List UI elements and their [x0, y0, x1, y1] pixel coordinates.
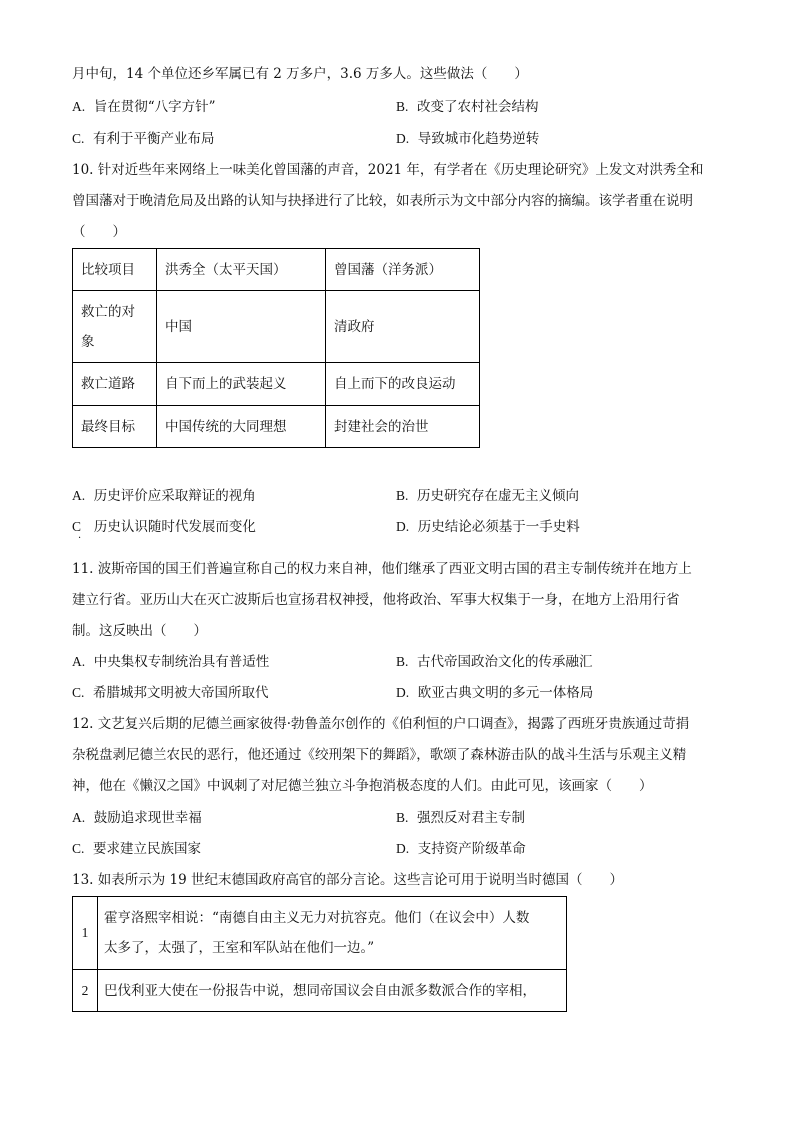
option-text: 鼓励追求现世幸福: [93, 810, 202, 826]
cell-line: 救亡的对: [81, 303, 135, 320]
quote-line: 太多了，太强了，王室和军队站在他们一边。”: [104, 940, 375, 956]
q10-stem-line-3: （ ）: [72, 224, 126, 240]
option-letter: C.: [72, 841, 85, 856]
q9-option-d[interactable]: [396, 129, 539, 149]
option-letter: C.: [72, 131, 85, 146]
option-letter: A.: [72, 810, 86, 825]
option-letter: B.: [396, 488, 409, 503]
table-cell: 中国传统的大同理想: [157, 406, 326, 448]
option-letter: D.: [396, 841, 410, 856]
q9-stem-end: 月中旬，14 个单位还乡军属已有 2 万多户，3.6 万多人。这些做法（ ）: [72, 66, 528, 82]
q11-option-c[interactable]: [72, 683, 268, 703]
q9-option-b[interactable]: [396, 97, 538, 117]
table-row: [73, 406, 480, 448]
q12-stem-line-3: 神，他在《懒汉之国》中讽刺了对尼德兰独立斗争抱消极态度的人们。由此可见，该画家（ ）: [72, 778, 653, 794]
option-letter: B.: [396, 654, 409, 669]
table-cell: 最终目标: [73, 406, 157, 448]
option-text: 中央集权专制统治具有普适性: [93, 654, 270, 670]
option-text: 历史结论必须基于一手史料: [417, 519, 580, 535]
option-text: 欧亚古典文明的多元一体格局: [417, 685, 594, 701]
table-row: [73, 363, 480, 406]
row-number: 1: [73, 897, 98, 970]
cell-line: 象: [81, 333, 95, 350]
q12-stem-line-1: 12. 文艺复兴后期的尼德兰画家彼得·勃鲁盖尔创作的《伯利恒的户口调查》，揭露了西班牙贵族通过苛捐: [72, 716, 690, 732]
quote-line: 巴伐利亚大使在一份报告中说，想同帝国议会自由派多数派合作的宰相，: [104, 982, 536, 999]
q12-option-c[interactable]: [72, 839, 201, 859]
option-text: 有利于平衡产业布局: [92, 131, 215, 147]
table-cell: 曾国藩（洋务派）: [326, 249, 480, 291]
table-row: [73, 897, 567, 970]
q11-option-b[interactable]: [396, 652, 592, 672]
table-row: [73, 970, 567, 1012]
row-number: 2: [73, 970, 98, 1012]
comparison-table: [72, 248, 480, 448]
option-text: 要求建立民族国家: [92, 841, 201, 857]
quote-line: 霍亨洛熙宰相说：“南德自由主义无力对抗容克。他们（在议会中）人数: [104, 910, 530, 926]
q10-option-c[interactable]: [72, 517, 256, 537]
q12-stem-line-2: 杂税盘剥尼德兰农民的恶行，他还通过《绞刑架下的舞蹈》，歌颂了森林游击队的战斗生活与乐观主义精: [72, 747, 687, 763]
q11-stem-line-1: 11. 波斯帝国的国王们普遍宣称自己的权力来自神，他们继承了西亚文明古国的君主专制传统并在地方上: [72, 561, 692, 577]
option-letter: D.: [396, 685, 410, 700]
table-cell: 自下而上的武装起义: [157, 363, 326, 406]
option-letter: A.: [72, 488, 86, 503]
option-letter: C: [72, 519, 82, 534]
option-text: 导致城市化趋势逆转: [417, 131, 540, 147]
option-letter: D.: [396, 519, 410, 534]
q10-stem-line-2: 曾国藩对于晚清危局及出路的认知与抉择进行了比较，如表所示为文中部分内容的摘编。该学者重在说明: [72, 193, 693, 209]
q12-option-d[interactable]: [396, 839, 526, 859]
table-cell: [73, 291, 157, 363]
quote-table: [72, 896, 567, 1012]
table-cell: 中国: [157, 291, 326, 363]
table-cell: 自上而下的改良运动: [326, 363, 480, 406]
q9-option-c[interactable]: [72, 129, 214, 149]
q11-option-d[interactable]: [396, 683, 593, 703]
option-letter: A.: [72, 99, 86, 114]
option-letter: A.: [72, 654, 86, 669]
option-letter: B.: [396, 99, 409, 114]
q10-option-b[interactable]: [396, 486, 579, 506]
stray-dot-mark: ·: [78, 533, 82, 544]
q10-option-a[interactable]: [72, 486, 256, 506]
option-text: 希腊城邦文明被大帝国所取代: [92, 685, 269, 701]
table-cell: 清政府: [326, 291, 480, 363]
option-text: 强烈反对君主专制: [416, 810, 525, 826]
q12-option-b[interactable]: [396, 808, 525, 828]
q11-stem-line-3: 制。这反映出（ ）: [72, 623, 207, 639]
table-header-row: [73, 249, 480, 291]
option-letter: B.: [396, 810, 409, 825]
q9-option-a[interactable]: [72, 97, 216, 117]
table-row: [73, 291, 480, 363]
option-text: 历史认识随时代发展而变化: [93, 519, 256, 535]
option-text: 旨在贯彻“八字方针”: [93, 99, 216, 115]
option-text: 古代帝国政治文化的传承融汇: [416, 654, 593, 670]
option-text: 支持资产阶级革命: [417, 841, 526, 857]
table-cell: 救亡道路: [73, 363, 157, 406]
option-text: 历史评价应采取辩证的视角: [93, 488, 256, 504]
q12-option-a[interactable]: [72, 808, 202, 828]
q13-stem: 13. 如表所示为 19 世纪末德国政府高官的部分言论。这些言论可用于说明当时德国（ ）: [72, 872, 624, 888]
quote-text: [98, 897, 567, 970]
table-cell: 封建社会的治世: [326, 406, 480, 448]
table-cell: 洪秀全（太平天国）: [157, 249, 326, 291]
option-text: 改变了农村社会结构: [416, 99, 539, 115]
option-letter: C.: [72, 685, 85, 700]
q10-stem-line-1: 10. 针对近些年来网络上一味美化曾国藩的声音，2021 年，有学者在《历史理论研究》上发文对洪秀全和: [72, 162, 704, 178]
option-text: 历史研究存在虚无主义倾向: [416, 488, 579, 504]
q11-option-a[interactable]: [72, 652, 269, 672]
q10-option-d[interactable]: [396, 517, 580, 537]
option-letter: D.: [396, 131, 410, 146]
quote-text: [98, 970, 567, 1012]
q11-stem-line-2: 建立行省。亚历山大在灭亡波斯后也宣扬君权神授，他将政治、军事大权集于一身，在地方上沿用行省: [72, 592, 680, 608]
table-cell: 比较项目: [73, 249, 157, 291]
